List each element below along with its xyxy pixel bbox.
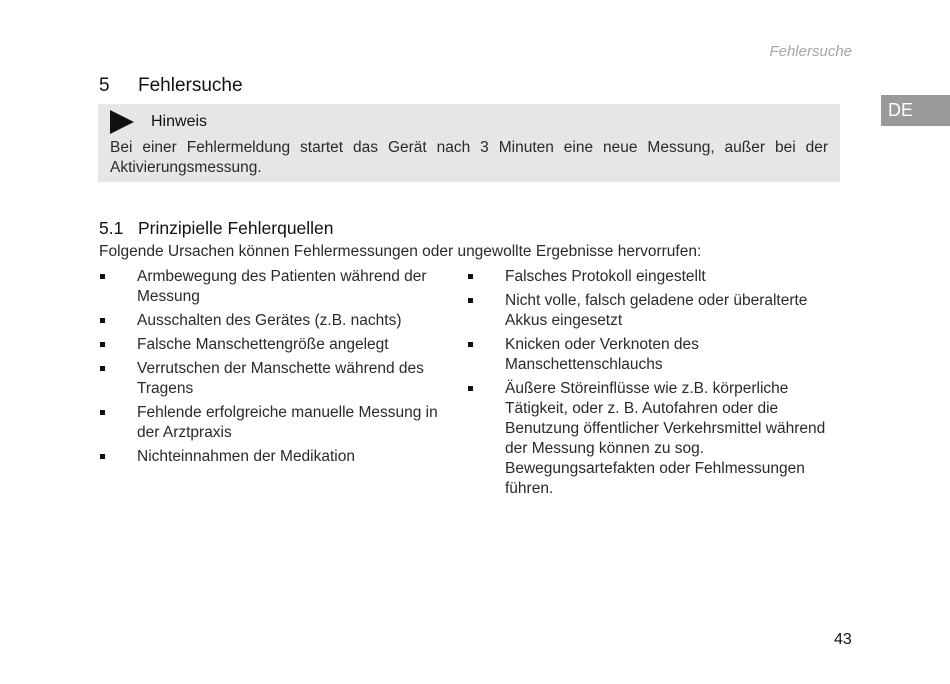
list-item xyxy=(99,335,459,355)
list-item-text: Verrutschen der Manschette während des Tragens xyxy=(137,360,424,397)
bullet-icon xyxy=(100,410,105,415)
bullet-icon xyxy=(100,342,105,347)
play-triangle-icon xyxy=(110,110,134,134)
bullet-icon xyxy=(468,274,473,279)
list-item xyxy=(467,335,827,375)
list-item xyxy=(99,403,459,443)
list-item-text: Armbewegung des Patienten während der Messung xyxy=(137,268,427,305)
bullet-icon xyxy=(100,318,105,323)
list-item-text: Äußere Störeinflüsse wie z.B. körperliche Tätigkeit, oder z. B. Autofahren oder die Benutzung öffentlicher Verkehrsmittel während der Messung können zu sog. Bewegungsartefakten oder Fehlmessungen führen. xyxy=(505,380,826,497)
language-tab: DE xyxy=(881,95,950,126)
cause-list-left xyxy=(99,267,459,471)
list-item xyxy=(99,311,459,331)
list-item-text: Nicht volle, falsch geladene oder überalterte Akkus eingesetzt xyxy=(505,292,808,329)
list-item xyxy=(467,291,827,331)
bullet-icon xyxy=(468,298,473,303)
bullet-icon xyxy=(100,454,105,459)
subsection-heading xyxy=(99,218,334,239)
list-item-text: Knicken oder Verknoten des Manschettenschlauchs xyxy=(505,336,699,373)
section-title: Fehlersuche xyxy=(138,75,243,96)
list-item-text: Falsches Protokoll eingestellt xyxy=(505,268,706,285)
list-item xyxy=(99,267,459,307)
list-item xyxy=(467,379,827,499)
note-box xyxy=(98,104,840,182)
section-heading xyxy=(99,75,243,97)
note-header xyxy=(110,109,207,135)
list-item-text: Nichteinnahmen der Medikation xyxy=(137,448,355,465)
subsection-number: 5.1 xyxy=(99,218,124,238)
list-item-text: Falsche Manschettengröße angelegt xyxy=(137,336,389,353)
bullet-icon xyxy=(100,366,105,371)
cause-list-right xyxy=(467,267,827,503)
bullet-icon xyxy=(468,342,473,347)
page-number: 43 xyxy=(834,631,852,648)
list-item xyxy=(99,447,459,467)
list-item xyxy=(99,359,459,399)
note-title: Hinweis xyxy=(151,113,208,130)
list-item xyxy=(467,267,827,287)
list-item-text: Fehlende erfolgreiche manuelle Messung in der Arztpraxis xyxy=(137,404,438,441)
list-item-text: Ausschalten des Gerätes (z.B. nachts) xyxy=(137,312,402,329)
intro-text: Folgende Ursachen können Fehlermessungen oder ungewollte Ergebnisse hervorrufen: xyxy=(99,243,702,260)
note-text: Bei einer Fehlermeldung startet das Gerät nach 3 Minuten eine neue Messung, außer bei der Aktivierungsmessung. xyxy=(110,139,828,176)
bullet-icon xyxy=(468,386,473,391)
subsection-title: Prinzipielle Fehlerquellen xyxy=(138,218,334,238)
bullet-icon xyxy=(100,274,105,279)
running-header: Fehlersuche xyxy=(769,43,852,60)
section-number: 5 xyxy=(99,75,110,96)
